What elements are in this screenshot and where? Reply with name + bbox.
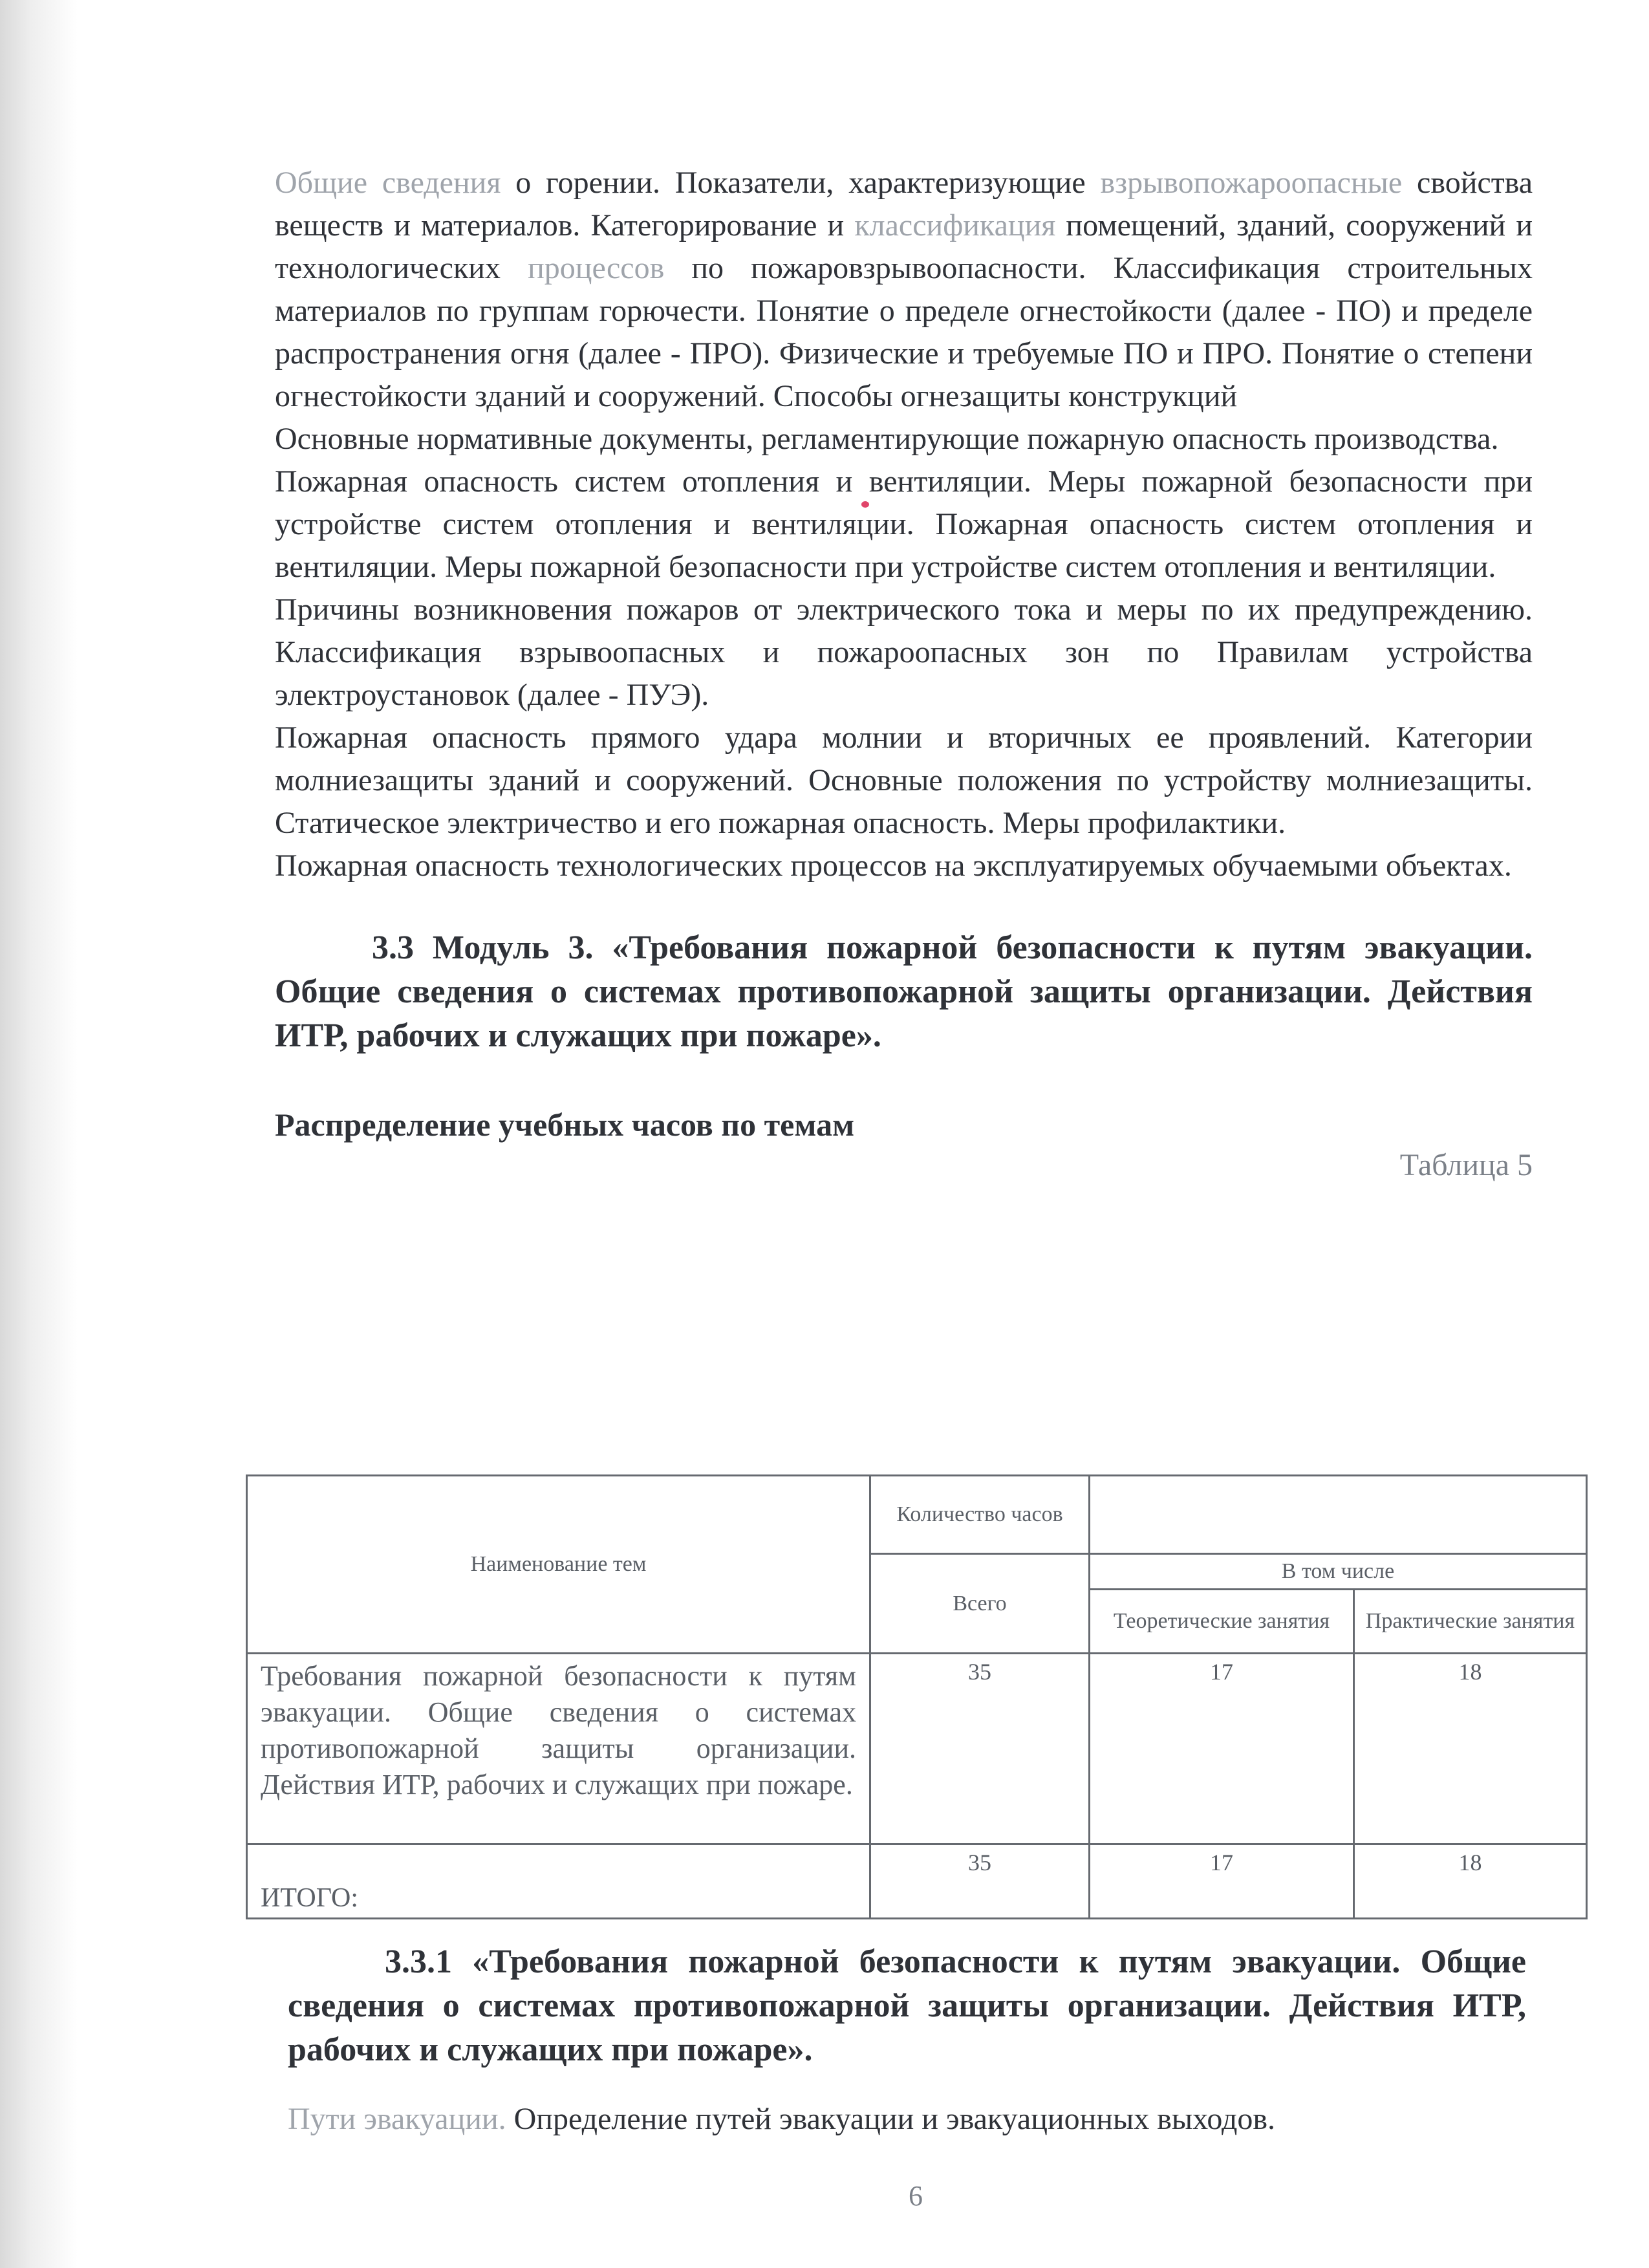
page-content [275,162,1533,1185]
footer-theory: 17 [1090,1844,1354,1919]
module-heading: 3.3 Модуль 3. «Требования пожарной безопасности к путям эвакуации. Общие сведения о системах противопожарной защиты организации. Действия ИТР, рабочих и служащих при пожаре». [275,929,1533,1054]
distribution-heading: Распределение учебных часов по темам [275,1107,855,1143]
hours-table [246,1474,1588,1919]
paragraph: Пожарная опасность технологических процессов на эксплуатируемых обучаемыми объектах. [275,848,1512,883]
intro-l4-faded: процессов [528,251,665,285]
table-row [247,1654,1587,1844]
intro-l2-faded: взрывопожароопасные [1100,166,1403,200]
table-caption: Таблица 5 [1399,1148,1533,1182]
footer-practice: 18 [1354,1844,1587,1919]
last-line [288,2098,1526,2141]
col-including-header: В том числе [1090,1554,1587,1590]
last-line-faded: Пути эвакуации. [288,2102,506,2136]
subsection-title: «Требования пожарной безопасности к путям эвакуации. Общие сведения о системах противопожарной защиты организации. Действия ИТР, рабочих и служащих при пожаре». [288,1943,1527,2068]
col-practice-header: Практические занятия [1354,1590,1587,1654]
col-total-header: Всего [870,1554,1090,1654]
paragraph: Основные нормативные документы, регламентирующие пожарную опасность производства. [275,422,1499,456]
subsection-number: 3.3.1 [385,1943,452,1980]
last-line-rest: Определение путей эвакуации и эвакуационных выходов. [506,2102,1276,2136]
intro-rest: материалов по группам горючести. Понятие о пределе огнестойкости (далее - ПО) и пределе распространения огня (далее - ПРО). Физические и требуемые ПО и ПРО. Понятие о степени огнестойкости зданий и сооружений. Способы огнезащиты конструкций [275,294,1533,413]
intro-l1-rest: о горении. Показатели, характеризующие [501,166,1086,200]
scan-shadow [0,0,78,2268]
row-topic: Требования пожарной безопасности к путям эвакуации. Общие сведения о системах противопожарной защиты организации. Действия ИТР, рабочих и служащих при пожаре. [247,1654,870,1844]
subsection-heading [288,1940,1526,2072]
row-theory: 17 [1090,1654,1354,1844]
table-footer-row [247,1844,1587,1919]
row-practice: 18 [1354,1654,1587,1844]
intro-l3-rest: помещений, зданий, сооружений и технологических [275,208,1533,285]
intro-paragraph [275,162,1533,418]
col-name-header: Наименование тем [247,1476,870,1654]
footer-total: 35 [870,1844,1090,1919]
intro-l2-rest: свойства веществ и материалов. Категорирование и [275,166,1533,243]
empty-header-cell [1090,1476,1587,1554]
paragraph: Пожарная опасность прямого удара молнии и вторичных ее проявлений. Категории молниезащиты зданий и сооружений. Основные положения по устройству молниезащиты. Статическое электричество и его пожарная опасность. Меры профилактики. [275,720,1533,840]
intro-l3-faded: классификация [854,208,1056,243]
intro-l1-faded: Общие сведения [275,166,501,200]
col-theory-header: Теоретические занятия [1090,1590,1354,1654]
page-number: 6 [909,2180,923,2212]
subsection-block [288,1940,1526,2141]
intro-l4-rest: по пожаровзрывоопасности. Классификация строительных [664,251,1533,285]
paragraph: Причины возникновения пожаров от электрического тока и меры по их предупреждению. Классификация взрывоопасных и пожароопасных зон по Правилам устройства электроустановок (далее - ПУЭ). [275,592,1533,712]
row-total: 35 [870,1654,1090,1844]
col-hours-header: Количество часов [870,1476,1090,1554]
paragraph: Пожарная опасность систем отопления и вентиляции. Меры пожарной безопасности при устройстве систем отопления и вентиляции. Пожарная опасность систем отопления и вентиляции. Меры пожарной безопасности при устройстве систем отопления и вентиляции. [275,464,1533,584]
footer-label: ИТОГО: [247,1844,870,1919]
